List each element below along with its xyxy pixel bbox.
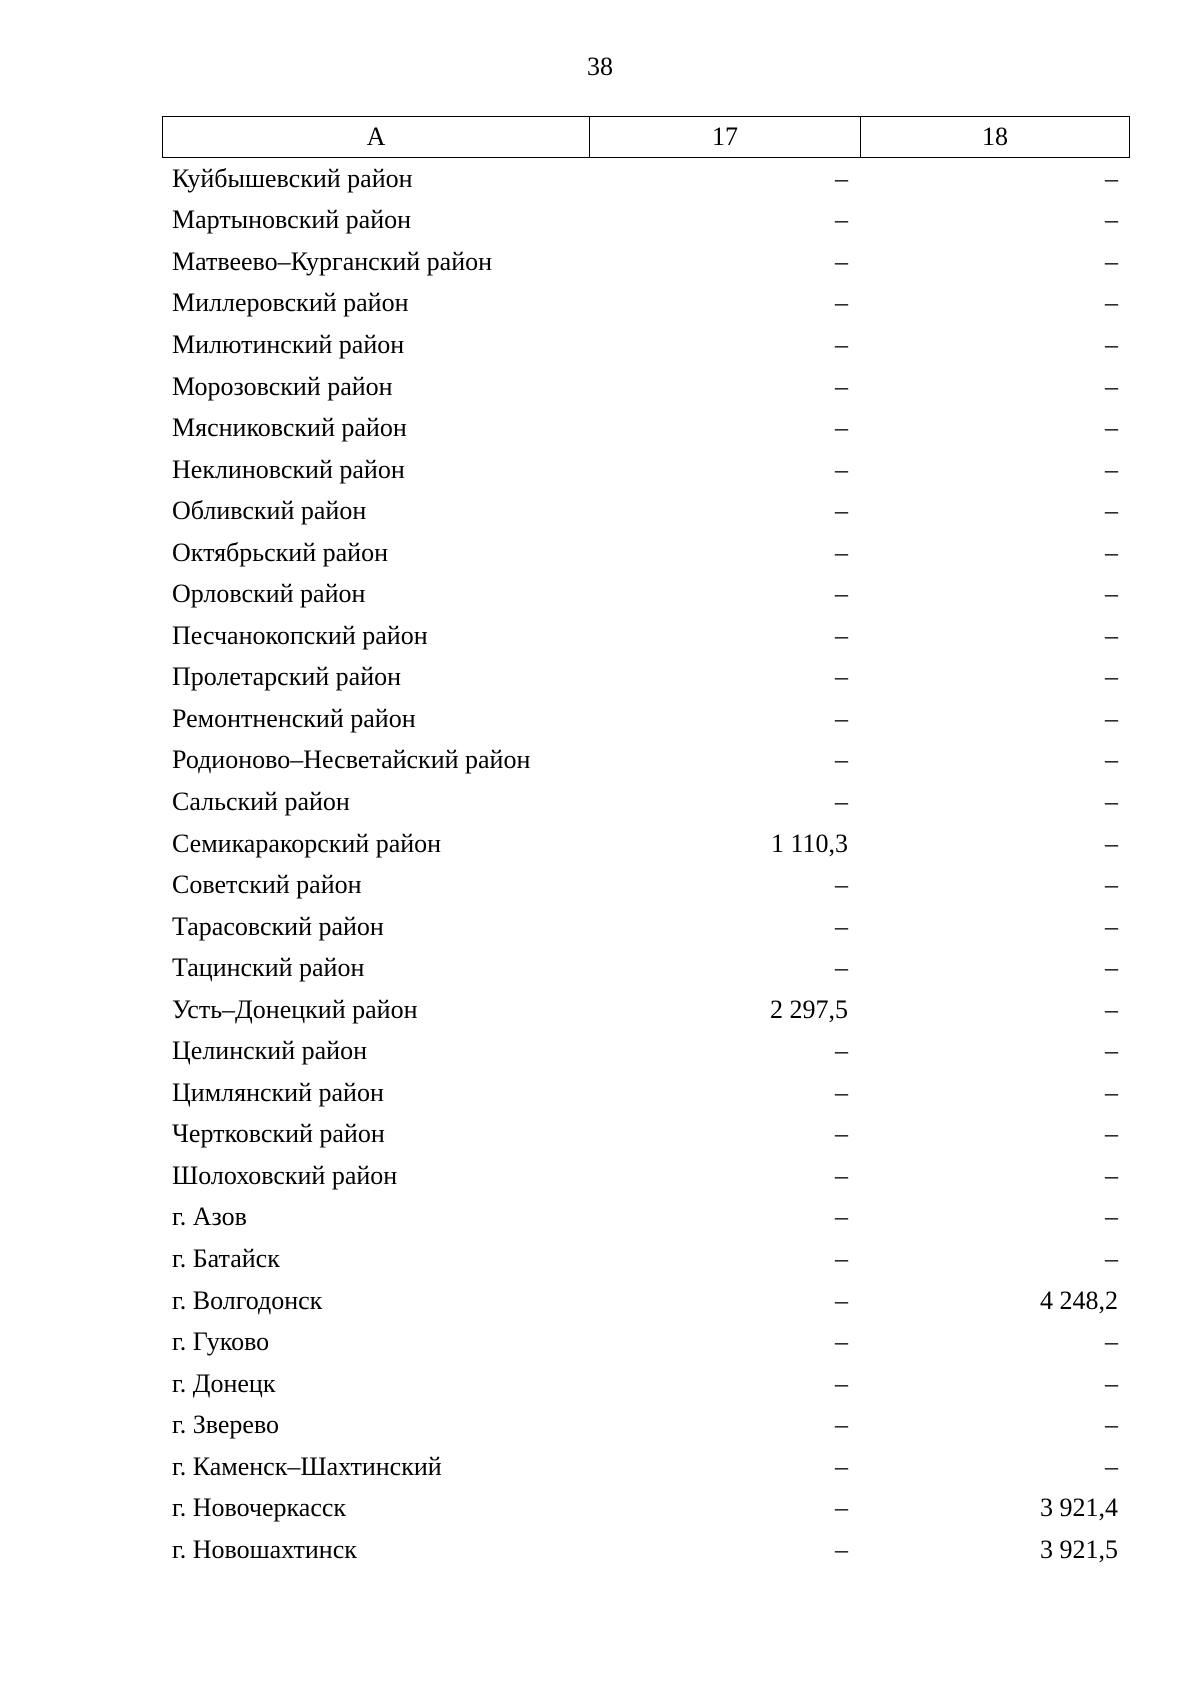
cell-col-18: –	[1105, 1160, 1118, 1190]
cell-col-18: –	[1105, 870, 1118, 900]
cell-col-17: –	[835, 246, 848, 276]
cell-col-17: –	[835, 1160, 848, 1190]
cell-col-17: –	[835, 1451, 848, 1481]
cell-col-18: –	[1105, 205, 1118, 235]
row-label: г. Каменск–Шахтинский	[172, 1451, 442, 1481]
table-row	[162, 615, 1130, 657]
row-label: г. Гуково	[172, 1327, 270, 1357]
row-label: Октябрьский район	[172, 537, 388, 567]
row-label: Орловский район	[172, 579, 366, 609]
cell-col-17: –	[835, 329, 848, 359]
cell-col-17: –	[835, 163, 848, 193]
table-row	[162, 781, 1130, 823]
cell-col-17: –	[835, 413, 848, 443]
header-cell-a: А	[163, 117, 590, 157]
cell-col-18: 3 921,4	[1040, 1493, 1118, 1523]
table-row	[162, 532, 1130, 574]
row-label: Обливский район	[172, 496, 367, 526]
cell-col-17: –	[835, 288, 848, 318]
cell-col-17: –	[835, 662, 848, 692]
table-row	[162, 324, 1130, 366]
cell-col-18: –	[1105, 579, 1118, 609]
cell-col-17: –	[835, 1077, 848, 1107]
cell-col-18: –	[1105, 1077, 1118, 1107]
row-label: Миллеровский район	[172, 288, 409, 318]
cell-col-17: –	[835, 1243, 848, 1273]
cell-col-18: –	[1105, 828, 1118, 858]
table-row	[162, 1446, 1130, 1488]
row-label: Песчанокопский район	[172, 620, 428, 650]
table-row	[162, 823, 1130, 865]
row-label: Сальский район	[172, 786, 350, 816]
cell-col-18: –	[1105, 662, 1118, 692]
header-cell-17: 17	[590, 117, 861, 157]
cell-col-18: –	[1105, 911, 1118, 941]
cell-col-18: 4 248,2	[1040, 1285, 1118, 1315]
table-row	[162, 158, 1130, 200]
table-row	[162, 1321, 1130, 1363]
cell-col-18: –	[1105, 994, 1118, 1024]
row-label: Шолоховский район	[172, 1160, 398, 1190]
row-label: Куйбышевский район	[172, 163, 413, 193]
table-body	[162, 158, 1130, 1571]
cell-col-17: –	[835, 911, 848, 941]
cell-col-18: –	[1105, 246, 1118, 276]
row-label: г. Батайск	[172, 1243, 280, 1273]
cell-col-18: –	[1105, 413, 1118, 443]
cell-col-18: –	[1105, 1243, 1118, 1273]
row-label: Советский район	[172, 870, 362, 900]
table-row	[162, 1488, 1130, 1530]
cell-col-17: –	[835, 371, 848, 401]
table-row	[162, 1197, 1130, 1239]
cell-col-17: –	[835, 1285, 848, 1315]
row-label: г. Зверево	[172, 1410, 280, 1440]
cell-col-17: –	[835, 1493, 848, 1523]
table-row	[162, 449, 1130, 491]
row-label: Неклиновский район	[172, 454, 405, 484]
table-row	[162, 1238, 1130, 1280]
cell-col-18: –	[1105, 1410, 1118, 1440]
table-row	[162, 1280, 1130, 1322]
row-label: Целинский район	[172, 1036, 367, 1066]
table-row	[162, 1114, 1130, 1156]
row-label: Цимлянский район	[172, 1077, 384, 1107]
table-row	[162, 241, 1130, 283]
table-row	[162, 947, 1130, 989]
header-cell-18: 18	[982, 122, 1008, 151]
row-label: Пролетарский район	[172, 662, 402, 692]
row-label: Усть–Донецкий район	[172, 994, 418, 1024]
row-label: Тарасовский район	[172, 911, 384, 941]
table-row	[162, 1030, 1130, 1072]
cell-col-17: –	[835, 786, 848, 816]
table-row	[162, 698, 1130, 740]
row-label: г. Донецк	[172, 1368, 276, 1398]
table-row	[162, 407, 1130, 449]
row-label: Милютинский район	[172, 329, 405, 359]
row-label: Родионово–Несветайский район	[172, 745, 531, 775]
cell-col-18: –	[1105, 1202, 1118, 1232]
table-row	[162, 864, 1130, 906]
row-label: Чертковский район	[172, 1119, 385, 1149]
row-label: Тацинский район	[172, 953, 365, 983]
cell-col-18: –	[1105, 288, 1118, 318]
row-label: Мартыновский район	[172, 205, 412, 235]
table-row	[162, 490, 1130, 532]
cell-col-17: –	[835, 1119, 848, 1149]
row-label: г. Новочеркасск	[172, 1493, 347, 1523]
table-row	[162, 1072, 1130, 1114]
table-row	[162, 1363, 1130, 1405]
page-number: 38	[587, 52, 613, 81]
table-row	[162, 283, 1130, 325]
cell-col-18: –	[1105, 1451, 1118, 1481]
cell-col-17: –	[835, 537, 848, 567]
cell-col-17: –	[835, 620, 848, 650]
cell-col-17: –	[835, 1534, 848, 1564]
row-label: Мясниковский район	[172, 413, 407, 443]
cell-col-17: –	[835, 745, 848, 775]
cell-col-18: –	[1105, 1036, 1118, 1066]
cell-col-18: –	[1105, 329, 1118, 359]
cell-col-17: –	[835, 1368, 848, 1398]
table-row	[162, 1404, 1130, 1446]
cell-col-18: –	[1105, 1368, 1118, 1398]
row-label: Матвеево–Курганский район	[172, 246, 493, 276]
table-row	[162, 657, 1130, 699]
table-row	[162, 573, 1130, 615]
row-label: Морозовский район	[172, 371, 393, 401]
cell-col-18: –	[1105, 371, 1118, 401]
row-label: г. Азов	[172, 1202, 247, 1232]
cell-col-18: –	[1105, 1327, 1118, 1357]
row-label: Семикаракорский район	[172, 828, 442, 858]
table-row	[162, 200, 1130, 242]
cell-col-18: –	[1105, 953, 1118, 983]
cell-col-17: –	[835, 1202, 848, 1232]
cell-col-17: –	[835, 1036, 848, 1066]
row-label: г. Волгодонск	[172, 1285, 323, 1315]
cell-col-18: –	[1105, 786, 1118, 816]
cell-col-18: –	[1105, 703, 1118, 733]
cell-col-17: –	[835, 870, 848, 900]
data-table	[162, 116, 1130, 1571]
cell-col-17: –	[835, 1327, 848, 1357]
cell-col-17: –	[835, 953, 848, 983]
cell-col-18: 3 921,5	[1040, 1534, 1118, 1564]
table-row	[162, 1529, 1130, 1571]
table-row	[162, 989, 1130, 1031]
cell-col-18: –	[1105, 745, 1118, 775]
cell-col-17: –	[835, 205, 848, 235]
cell-col-18: –	[1105, 620, 1118, 650]
table-row	[162, 1155, 1130, 1197]
cell-col-17: 2 297,5	[770, 994, 848, 1024]
cell-col-17: –	[835, 454, 848, 484]
row-label: Ремонтненский район	[172, 703, 416, 733]
cell-col-17: –	[835, 703, 848, 733]
row-label: г. Новошахтинск	[172, 1534, 357, 1564]
cell-col-18: –	[1105, 163, 1118, 193]
table-header-row	[162, 116, 1130, 158]
cell-col-18: –	[1105, 496, 1118, 526]
cell-col-18: –	[1105, 537, 1118, 567]
cell-col-18: –	[1105, 1119, 1118, 1149]
cell-col-18: –	[1105, 454, 1118, 484]
cell-col-17: –	[835, 1410, 848, 1440]
cell-col-17: –	[835, 579, 848, 609]
table-row	[162, 740, 1130, 782]
table-row	[162, 366, 1130, 408]
table-row	[162, 906, 1130, 948]
cell-col-17: 1 110,3	[770, 828, 848, 858]
cell-col-17: –	[835, 496, 848, 526]
